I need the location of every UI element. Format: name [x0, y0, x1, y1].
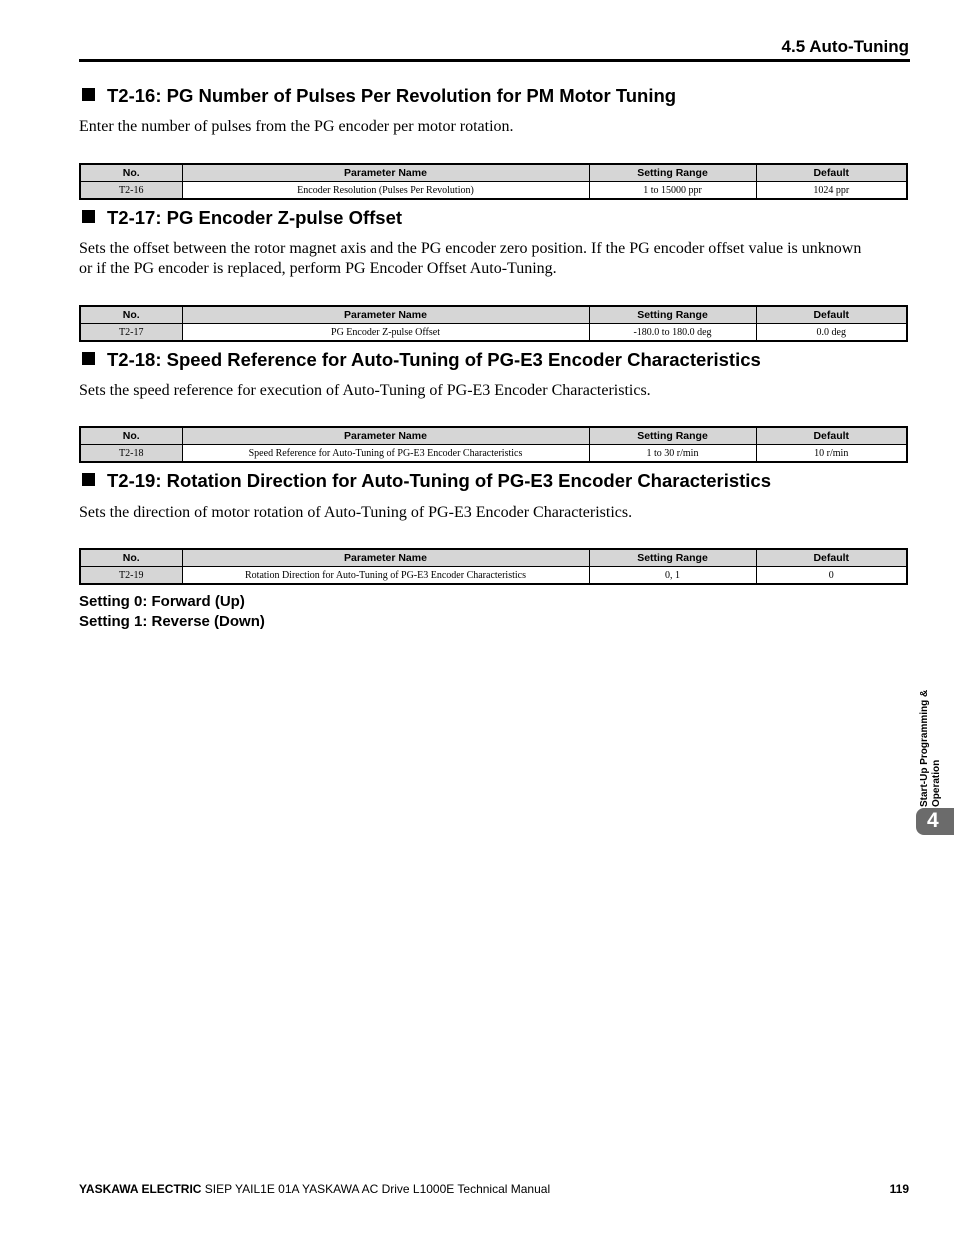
square-bullet-icon — [82, 210, 95, 223]
chapter-tab-label — [919, 690, 943, 807]
table-header-row — [80, 164, 907, 182]
table-header-row — [80, 427, 907, 445]
paragraph-t2-18 — [79, 381, 911, 401]
footer-brand: YASKAWA ELECTRIC — [79, 1182, 202, 1196]
heading-t2-19 — [82, 470, 771, 492]
cell-name: PG Encoder Z-pulse Offset — [182, 324, 589, 342]
paragraph-line: or if the PG encoder is replaced, perform PG Encoder Offset Auto-Tuning. — [79, 260, 557, 277]
cell-default: 0.0 deg — [756, 324, 907, 342]
column-header-name: Parameter Name — [182, 164, 589, 182]
cell-range: -180.0 to 180.0 deg — [589, 324, 756, 342]
paragraph-line: Enter the number of pulses from the PG encoder per motor rotation. — [79, 118, 514, 135]
cell-name: Rotation Direction for Auto-Tuning of PG-E3 Encoder Characteristics — [182, 567, 589, 585]
column-header-default: Default — [756, 306, 907, 324]
column-header-default: Default — [756, 164, 907, 182]
cell-default: 0 — [756, 567, 907, 585]
column-header-no: No. — [80, 427, 182, 445]
cell-default: 10 r/min — [756, 445, 907, 463]
table-row — [80, 324, 907, 342]
paragraph-t2-16 — [79, 117, 911, 137]
square-bullet-icon — [82, 473, 95, 486]
table-row — [80, 445, 907, 463]
chapter-tab-label-line: Operation — [931, 759, 942, 807]
cell-no: T2-16 — [80, 182, 182, 200]
page-number: 119 — [889, 1182, 909, 1196]
heading-text: T2-17: PG Encoder Z-pulse Offset — [107, 207, 403, 228]
column-header-default: Default — [756, 549, 907, 567]
column-header-name: Parameter Name — [182, 427, 589, 445]
cell-range: 1 to 30 r/min — [589, 445, 756, 463]
parameter-table-t2-19 — [79, 548, 908, 585]
heading-text: T2-16: PG Number of Pulses Per Revolution for PM Motor Tuning — [107, 85, 677, 106]
paragraph-t2-19 — [79, 503, 911, 523]
heading-t2-16 — [82, 85, 676, 107]
column-header-no: No. — [80, 306, 182, 324]
cell-default: 1024 ppr — [756, 182, 907, 200]
setting-0-label: Setting 0: Forward (Up) — [79, 593, 245, 610]
setting-1-label: Setting 1: Reverse (Down) — [79, 613, 265, 630]
parameter-table-t2-17 — [79, 305, 908, 342]
column-header-no: No. — [80, 549, 182, 567]
parameter-table-t2-18 — [79, 426, 908, 463]
cell-name: Encoder Resolution (Pulses Per Revolution) — [182, 182, 589, 200]
paragraph-line: Sets the speed reference for execution of Auto-Tuning of PG-E3 Encoder Characteristics. — [79, 382, 651, 399]
heading-text: T2-19: Rotation Direction for Auto-Tuning of PG-E3 Encoder Characteristics — [107, 470, 772, 491]
paragraph-line: Sets the direction of motor rotation of Auto-Tuning of PG-E3 Encoder Characteristics. — [79, 504, 633, 521]
cell-name: Speed Reference for Auto-Tuning of PG-E3 Encoder Characteristics — [182, 445, 589, 463]
cell-range: 0, 1 — [589, 567, 756, 585]
heading-text: T2-18: Speed Reference for Auto-Tuning of PG-E3 Encoder Characteristics — [107, 349, 761, 370]
header-rule — [79, 59, 910, 62]
paragraph-t2-17 — [79, 239, 911, 279]
cell-no: T2-18 — [80, 445, 182, 463]
chapter-tab-label-line: Start-Up Programming & — [919, 689, 930, 807]
heading-t2-17 — [82, 207, 402, 229]
cell-no: T2-17 — [80, 324, 182, 342]
square-bullet-icon — [82, 88, 95, 101]
paragraph-line: Sets the offset between the rotor magnet axis and the PG encoder zero position. If the PG encoder offset value is unknown — [79, 240, 862, 257]
chapter-tab-number: 4 — [927, 809, 939, 832]
column-header-name: Parameter Name — [182, 549, 589, 567]
column-header-no: No. — [80, 164, 182, 182]
heading-t2-18 — [82, 349, 761, 371]
column-header-range: Setting Range — [589, 549, 756, 567]
table-row — [80, 182, 907, 200]
column-header-range: Setting Range — [589, 164, 756, 182]
column-header-range: Setting Range — [589, 306, 756, 324]
parameter-table-t2-16 — [79, 163, 908, 200]
cell-range: 1 to 15000 ppr — [589, 182, 756, 200]
column-header-name: Parameter Name — [182, 306, 589, 324]
square-bullet-icon — [82, 352, 95, 365]
table-header-row — [80, 306, 907, 324]
table-row — [80, 567, 907, 585]
cell-no: T2-19 — [80, 567, 182, 585]
table-header-row — [80, 549, 907, 567]
column-header-default: Default — [756, 427, 907, 445]
column-header-range: Setting Range — [589, 427, 756, 445]
footer-manual: SIEP YAIL1E 01A YASKAWA AC Drive L1000E Technical Manual — [201, 1182, 551, 1196]
running-header-section-title: 4.5 Auto-Tuning — [781, 37, 909, 56]
footer-manual-title — [79, 1182, 550, 1196]
